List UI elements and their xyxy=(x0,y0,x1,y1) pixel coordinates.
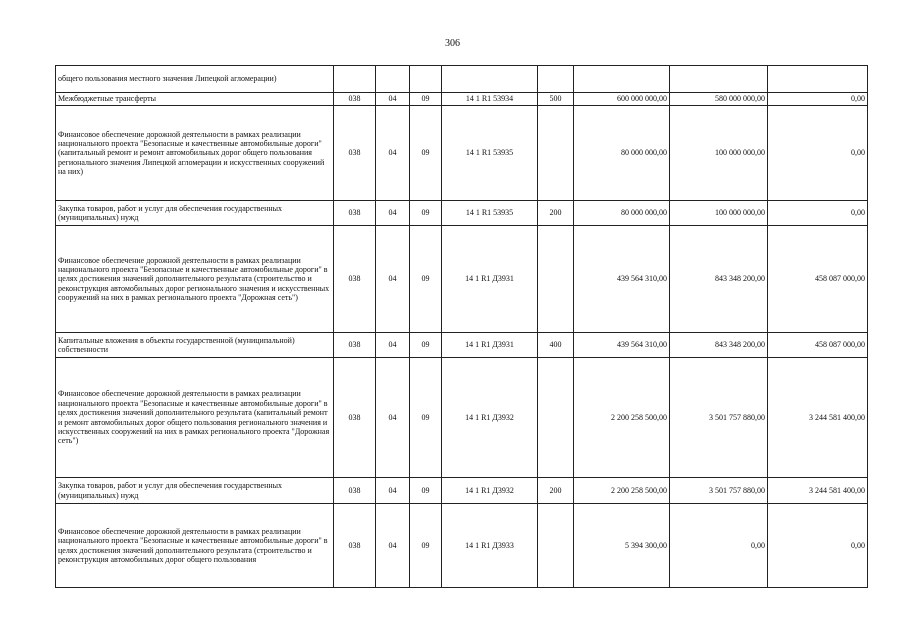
ministry-code: 038 xyxy=(334,333,376,358)
expense-type-code: 400 xyxy=(538,333,574,358)
expense-type-code xyxy=(538,106,574,201)
ministry-code: 038 xyxy=(334,504,376,588)
amount-year-3: 3 244 581 400,00 xyxy=(768,358,868,478)
target-article-code xyxy=(442,66,538,93)
table-row xyxy=(56,106,868,201)
section-code: 04 xyxy=(376,333,410,358)
target-article-code: 14 1 R1 Д3931 xyxy=(442,333,538,358)
ministry-code: 038 xyxy=(334,226,376,333)
amount-year-1: 2 200 258 500,00 xyxy=(574,358,670,478)
table-row xyxy=(56,333,868,358)
amount-year-1: 80 000 000,00 xyxy=(574,106,670,201)
amount-year-2: 3 501 757 880,00 xyxy=(670,358,768,478)
amount-year-2: 100 000 000,00 xyxy=(670,201,768,226)
target-article-code: 14 1 R1 Д3932 xyxy=(442,358,538,478)
target-article-code: 14 1 R1 Д3933 xyxy=(442,504,538,588)
expense-type-code: 200 xyxy=(538,478,574,504)
row-name: Финансовое обеспечение дорожной деятельности в рамках реализации национального проекта "Безопасные и качественные автомобильные дороги" в целях достижения значений дополнительного результата (строительство и реконструкция автомобильных дорог регионального значения и искусственных сооружений на них в рамках регионального проекта "Дорожная сеть") xyxy=(56,226,334,333)
section-code: 04 xyxy=(376,358,410,478)
subsection-code: 09 xyxy=(410,106,442,201)
expense-type-code: 200 xyxy=(538,201,574,226)
target-article-code: 14 1 R1 53934 xyxy=(442,93,538,106)
target-article-code: 14 1 R1 53935 xyxy=(442,201,538,226)
amount-year-1: 80 000 000,00 xyxy=(574,201,670,226)
section-code: 04 xyxy=(376,478,410,504)
budget-table xyxy=(55,65,868,588)
section-code: 04 xyxy=(376,106,410,201)
amount-year-3: 0,00 xyxy=(768,504,868,588)
table-row xyxy=(56,504,868,588)
table-row xyxy=(56,358,868,478)
expense-type-code: 500 xyxy=(538,93,574,106)
section-code: 04 xyxy=(376,93,410,106)
subsection-code: 09 xyxy=(410,201,442,226)
ministry-code: 038 xyxy=(334,201,376,226)
subsection-code: 09 xyxy=(410,226,442,333)
row-name: Межбюджетные трансферты xyxy=(56,93,334,106)
expense-type-code xyxy=(538,66,574,93)
amount-year-1: 600 000 000,00 xyxy=(574,93,670,106)
section-code: 04 xyxy=(376,226,410,333)
table-row xyxy=(56,478,868,504)
amount-year-3: 0,00 xyxy=(768,93,868,106)
table-row xyxy=(56,226,868,333)
ministry-code: 038 xyxy=(334,358,376,478)
row-name: Финансовое обеспечение дорожной деятельности в рамках реализации национального проекта "Безопасные и качественные автомобильные дороги" (капитальный ремонт и ремонт автомобильных дорог общего пользования регионального значения Липецкой агломерации и искусственных сооружений на них) xyxy=(56,106,334,201)
row-name: Закупка товаров, работ и услуг для обеспечения государственных (муниципальных) нужд xyxy=(56,478,334,504)
ministry-code xyxy=(334,66,376,93)
table-row xyxy=(56,93,868,106)
amount-year-2: 843 348 200,00 xyxy=(670,333,768,358)
section-code: 04 xyxy=(376,201,410,226)
row-name: Закупка товаров, работ и услуг для обеспечения государственных (муниципальных) нужд xyxy=(56,201,334,226)
subsection-code: 09 xyxy=(410,358,442,478)
amount-year-1: 2 200 258 500,00 xyxy=(574,478,670,504)
ministry-code: 038 xyxy=(334,106,376,201)
subsection-code: 09 xyxy=(410,93,442,106)
amount-year-3: 0,00 xyxy=(768,106,868,201)
row-name: Финансовое обеспечение дорожной деятельности в рамках реализации национального проекта "Безопасные и качественные автомобильные дороги" в целях достижения значений дополнительного результата (капитальный ремонт и ремонт автомобильных дорог общего пользования регионального значения и искусственных сооружений на них в рамках регионального проекта "Дорожная сеть") xyxy=(56,358,334,478)
amount-year-2: 100 000 000,00 xyxy=(670,106,768,201)
amount-year-3: 3 244 581 400,00 xyxy=(768,478,868,504)
amount-year-1: 439 564 310,00 xyxy=(574,333,670,358)
target-article-code: 14 1 R1 Д3931 xyxy=(442,226,538,333)
section-code xyxy=(376,66,410,93)
table-row xyxy=(56,201,868,226)
amount-year-3: 0,00 xyxy=(768,201,868,226)
table-row xyxy=(56,66,868,93)
amount-year-1: 439 564 310,00 xyxy=(574,226,670,333)
subsection-code xyxy=(410,66,442,93)
amount-year-3: 458 087 000,00 xyxy=(768,333,868,358)
row-name: Капитальные вложения в объекты государственной (муниципальной) собственности xyxy=(56,333,334,358)
expense-type-code xyxy=(538,226,574,333)
row-name: Финансовое обеспечение дорожной деятельности в рамках реализации национального проекта "Безопасные и качественные автомобильные дороги" в целях достижения значений дополнительного результата (строительство и реконструкция автомобильных дорог общего пользования xyxy=(56,504,334,588)
subsection-code: 09 xyxy=(410,504,442,588)
page-number: 306 xyxy=(445,38,460,49)
amount-year-3 xyxy=(768,66,868,93)
amount-year-2 xyxy=(670,66,768,93)
subsection-code: 09 xyxy=(410,333,442,358)
ministry-code: 038 xyxy=(334,93,376,106)
row-name: общего пользования местного значения Липецкой агломерации) xyxy=(56,66,334,93)
subsection-code: 09 xyxy=(410,478,442,504)
expense-type-code xyxy=(538,358,574,478)
amount-year-2: 0,00 xyxy=(670,504,768,588)
amount-year-1: 5 394 300,00 xyxy=(574,504,670,588)
amount-year-2: 580 000 000,00 xyxy=(670,93,768,106)
amount-year-2: 3 501 757 880,00 xyxy=(670,478,768,504)
amount-year-1 xyxy=(574,66,670,93)
target-article-code: 14 1 R1 Д3932 xyxy=(442,478,538,504)
amount-year-2: 843 348 200,00 xyxy=(670,226,768,333)
ministry-code: 038 xyxy=(334,478,376,504)
expense-type-code xyxy=(538,504,574,588)
target-article-code: 14 1 R1 53935 xyxy=(442,106,538,201)
section-code: 04 xyxy=(376,504,410,588)
amount-year-3: 458 087 000,00 xyxy=(768,226,868,333)
